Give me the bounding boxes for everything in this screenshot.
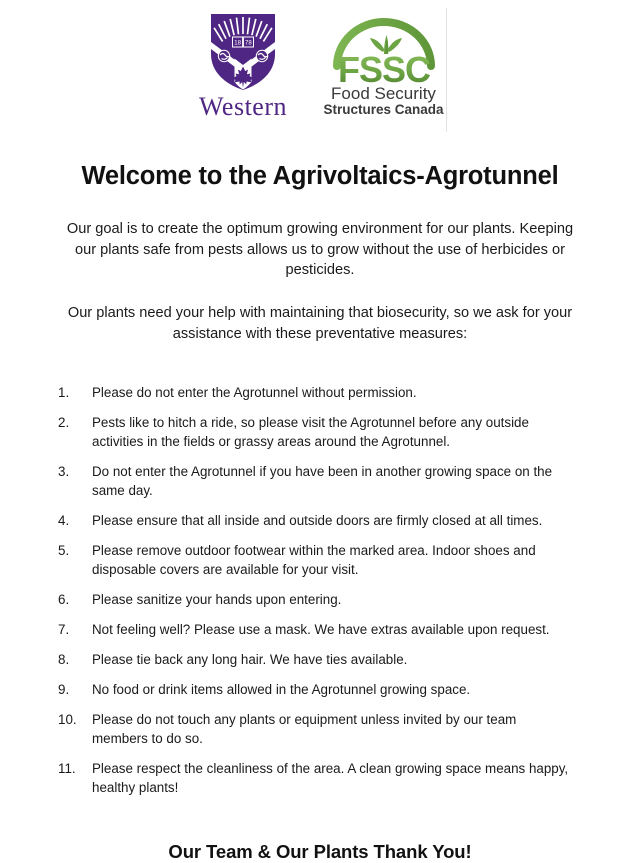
document-body bbox=[0, 162, 640, 863]
rule-item bbox=[58, 680, 570, 699]
rule-item bbox=[58, 710, 570, 748]
rule-item bbox=[58, 541, 570, 579]
rule-number: 7. bbox=[58, 621, 70, 637]
rule-text: Please do not touch any plants or equipment unless invited by our team members to do so. bbox=[92, 711, 517, 746]
intro-paragraph-1: Our goal is to create the optimum growing environment for our plants. Keeping our plants safe from pests allows us to grow without the use of herbicides or pesticides. bbox=[66, 221, 574, 279]
rule-number: 11. bbox=[58, 761, 76, 777]
rule-number: 3. bbox=[58, 463, 70, 479]
shield-globe-right-icon bbox=[256, 50, 268, 62]
page-title: Welcome to the Agrivoltaics-Agrotunnel bbox=[81, 162, 559, 190]
rule-text: Not feeling well? Please use a mask. We have extras available upon request. bbox=[92, 621, 550, 637]
rule-number: 9. bbox=[58, 681, 70, 697]
rule-item bbox=[58, 650, 570, 669]
intro-paragraph-2: Our plants need your help with maintaining that biosecurity, so we ask for your assistance with these preventative measures: bbox=[67, 305, 573, 342]
logo-bar bbox=[0, 0, 640, 140]
rule-text: Please respect the cleanliness of the area. A clean growing space means happy, healthy plants! bbox=[92, 761, 569, 796]
fssc-name-line-1: Food Security bbox=[331, 84, 436, 103]
rule-item bbox=[58, 620, 570, 639]
rule-text: Pests like to hitch a ride, so please visit the Agrotunnel before any outside activities in the fields or grassy areas around the Agrotunnel. bbox=[92, 414, 529, 449]
svg-text:FSSC: FSSC bbox=[337, 49, 430, 84]
svg-text:18: 18 bbox=[234, 40, 241, 47]
rule-item bbox=[58, 462, 570, 500]
rule-text: Please sanitize your hands upon entering. bbox=[92, 591, 342, 607]
rule-number: 5. bbox=[58, 542, 70, 558]
rule-number: 8. bbox=[58, 651, 70, 667]
rule-item bbox=[58, 590, 570, 609]
fssc-name-line-2: Structures Canada bbox=[323, 101, 444, 117]
closing-message: Our Team & Our Plants Thank You! bbox=[168, 841, 472, 863]
rule-text: Do not enter the Agrotunnel if you have been in another growing space on the same day. bbox=[92, 463, 553, 498]
rule-text: Please ensure that all inside and outside doors are firmly closed at all times. bbox=[92, 512, 543, 528]
rule-text: Please tie back any long hair. We have ties available. bbox=[92, 651, 408, 667]
rule-item bbox=[58, 511, 570, 530]
shield-globe-left-icon bbox=[218, 50, 230, 62]
rule-number: 2. bbox=[58, 414, 70, 430]
fssc-logo bbox=[323, 8, 447, 132]
rule-text: Please do not enter the Agrotunnel without permission. bbox=[92, 384, 417, 400]
rule-number: 4. bbox=[58, 512, 70, 528]
rule-text: Please remove outdoor footwear within the marked area. Indoor shoes and disposable covers are available for your visit. bbox=[92, 542, 536, 577]
western-wordmark: Western bbox=[198, 92, 288, 121]
preventative-measures-list bbox=[30, 383, 610, 798]
rule-item bbox=[58, 413, 570, 451]
rule-number: 6. bbox=[58, 591, 70, 607]
shield-book-icon bbox=[232, 37, 254, 48]
rule-item bbox=[58, 383, 570, 402]
western-shield-icon bbox=[207, 8, 279, 92]
rule-number: 10. bbox=[58, 711, 77, 727]
rule-text: No food or drink items allowed in the Agrotunnel growing space. bbox=[92, 681, 471, 697]
rule-number: 1. bbox=[58, 384, 70, 400]
western-university-logo bbox=[193, 8, 293, 120]
fssc-leaf-arc-icon bbox=[328, 8, 440, 84]
svg-text:78: 78 bbox=[245, 40, 252, 47]
rule-item bbox=[58, 759, 570, 797]
